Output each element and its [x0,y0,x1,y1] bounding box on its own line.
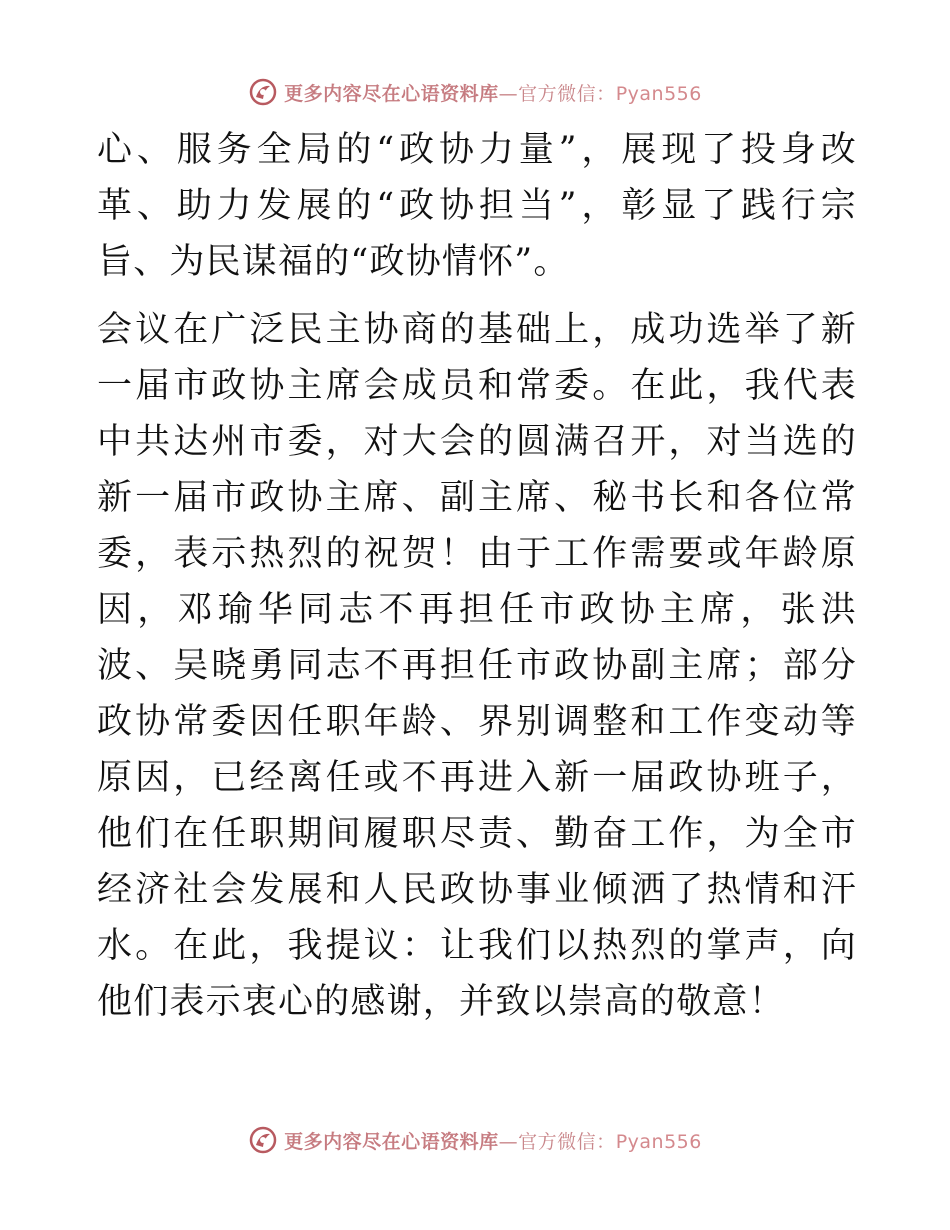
watermark-dash: — [498,1130,519,1153]
watermark-wechat-id: Pyan556 [615,82,702,105]
watermark-dash: — [498,82,519,105]
footer-watermark [0,1120,950,1160]
watermark-wechat-id: Pyan556 [615,1130,702,1153]
watermark-wechat-label: 官方微信： [518,1130,616,1153]
watermark-text [284,1127,702,1154]
document-body [97,122,857,1030]
swirl-logo-icon [248,1125,278,1155]
watermark-text [284,79,702,106]
watermark-wechat-label: 官方微信： [518,82,616,105]
paragraph-1: 心、服务全局的“政协力量”，展现了投身改革、助力发展的“政协担当”，彰显了践行宗旨、为民谋福的“政协情怀”。 [97,130,857,282]
header-watermark [0,72,950,112]
paragraph-2: 会议在广泛民主协商的基础上，成功选举了新一届市政协主席会成员和常委。在此，我代表中共达州市委，对大会的圆满召开，对当选的新一届市政协主席、副主席、秘书长和各位常委，表示热烈的祝贺！由于工作需要或年龄原因，邓瑜华同志不再担任市政协主席，张洪波、吴晓勇同志不再担任市政协副主席；部分政协常委因任职年龄、界别调整和工作变动等原因，已经离任或不再进入新一届政协班子，他们在任职期间履职尽责、勤奋工作，为全市经济社会发展和人民政协事业倾洒了热情和汗水。在此，我提议：让我们以热烈的掌声，向他们表示衷心的感谢，并致以崇高的敬意！ [97,310,857,1022]
swirl-logo-icon [248,77,278,107]
watermark-brand: 更多内容尽在心语资料库 [284,1130,499,1153]
watermark-brand: 更多内容尽在心语资料库 [284,82,499,105]
